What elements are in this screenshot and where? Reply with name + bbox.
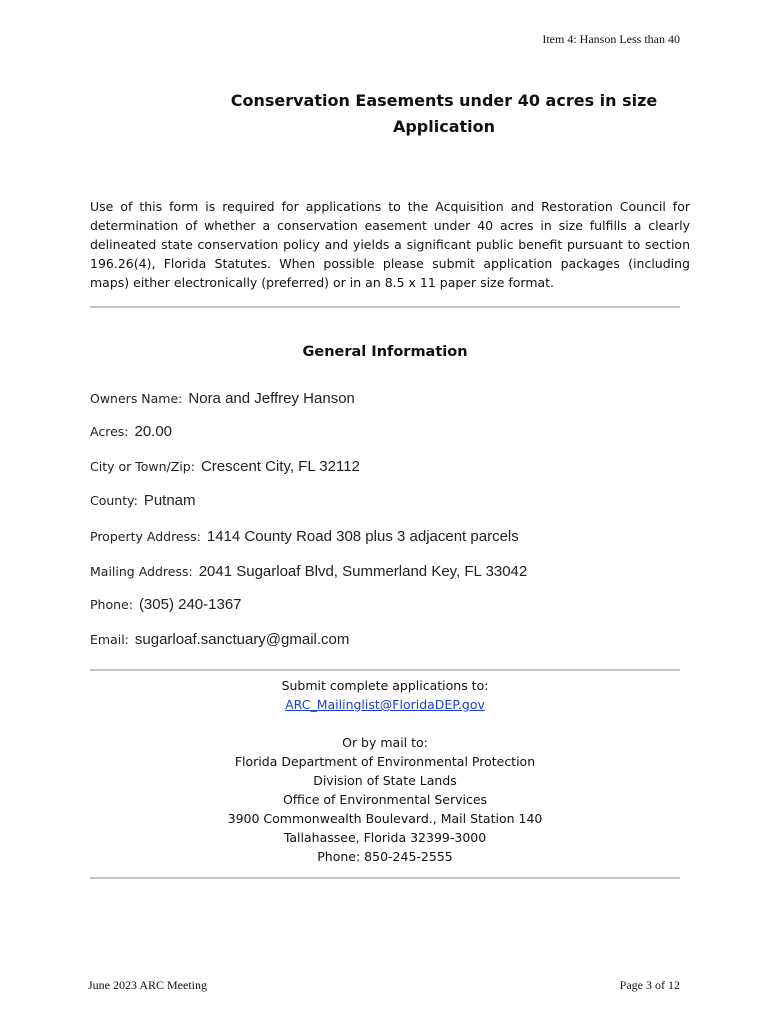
title-line-1: Conservation Easements under 40 acres in size	[230, 91, 658, 110]
or-mail-label: Or by mail to:	[342, 735, 428, 750]
submit-instructions	[0, 676, 770, 866]
property-address-field	[90, 528, 519, 545]
address-line-5: Tallahassee, Florida 32399-3000	[283, 830, 487, 845]
acres-label: Acres:	[90, 424, 129, 439]
page-title	[0, 88, 770, 140]
email-value[interactable]: sugarloaf.sanctuary@gmail.com	[134, 631, 350, 648]
acres-value[interactable]: 20.00	[134, 423, 173, 440]
mailing-address-value[interactable]: 2041 Sugarloaf Blvd, Summerland Key, FL 33042	[198, 563, 528, 580]
phone-field	[90, 596, 242, 613]
owners-name-label: Owners Name:	[90, 391, 183, 406]
property-address-label: Property Address:	[90, 529, 201, 544]
acres-field	[90, 423, 172, 440]
divider-middle	[90, 669, 680, 671]
address-line-1: Florida Department of Environmental Protection	[234, 754, 536, 769]
owners-name-field	[90, 390, 355, 407]
owners-name-value[interactable]: Nora and Jeffrey Hanson	[188, 390, 355, 407]
property-address-value[interactable]: 1414 County Road 308 plus 3 adjacent parcels	[206, 528, 519, 545]
address-line-4: 3900 Commonwealth Boulevard., Mail Station 140	[227, 811, 543, 826]
county-field	[90, 492, 196, 509]
city-zip-value[interactable]: Crescent City, FL 32112	[200, 458, 360, 475]
address-line-3: Office of Environmental Services	[282, 792, 488, 807]
city-zip-field	[90, 458, 360, 475]
address-line-2: Division of State Lands	[313, 773, 457, 788]
county-label: County:	[90, 493, 138, 508]
submit-heading: Submit complete applications to:	[281, 678, 489, 693]
phone-label: Phone:	[90, 597, 133, 612]
divider-top	[90, 306, 680, 308]
title-line-2: Application	[392, 117, 496, 136]
mailing-address-field	[90, 563, 527, 580]
intro-paragraph: Use of this form is required for applications to the Acquisition and Restoration Council for determination of whether a conservation easement under 40 acres in size fulfills a clearly delineated state conservation policy and yields a significant public benefit pursuant to section 196.26(4), Florida Statutes. When possible please submit application packages (including maps) either electronically (preferred) or in an 8.5 x 11 paper size format.	[90, 199, 690, 290]
header-item-label: Item 4: Hanson Less than 40	[542, 32, 680, 46]
divider-bottom	[90, 877, 680, 879]
city-zip-label: City or Town/Zip:	[90, 459, 195, 474]
county-value[interactable]: Putnam	[143, 492, 196, 509]
email-field	[90, 631, 349, 648]
email-label: Email:	[90, 632, 129, 647]
footer-meeting-label: June 2023 ARC Meeting	[88, 978, 207, 992]
footer-page-number: Page 3 of 12	[619, 978, 680, 992]
contact-phone: Phone: 850-245-2555	[317, 849, 453, 864]
phone-value[interactable]: (305) 240-1367	[138, 596, 242, 613]
general-information-heading: General Information	[302, 344, 468, 360]
submit-email-link[interactable]: ARC_Mailinglist@FloridaDEP.gov	[285, 697, 485, 712]
mailing-address-label: Mailing Address:	[90, 564, 193, 579]
